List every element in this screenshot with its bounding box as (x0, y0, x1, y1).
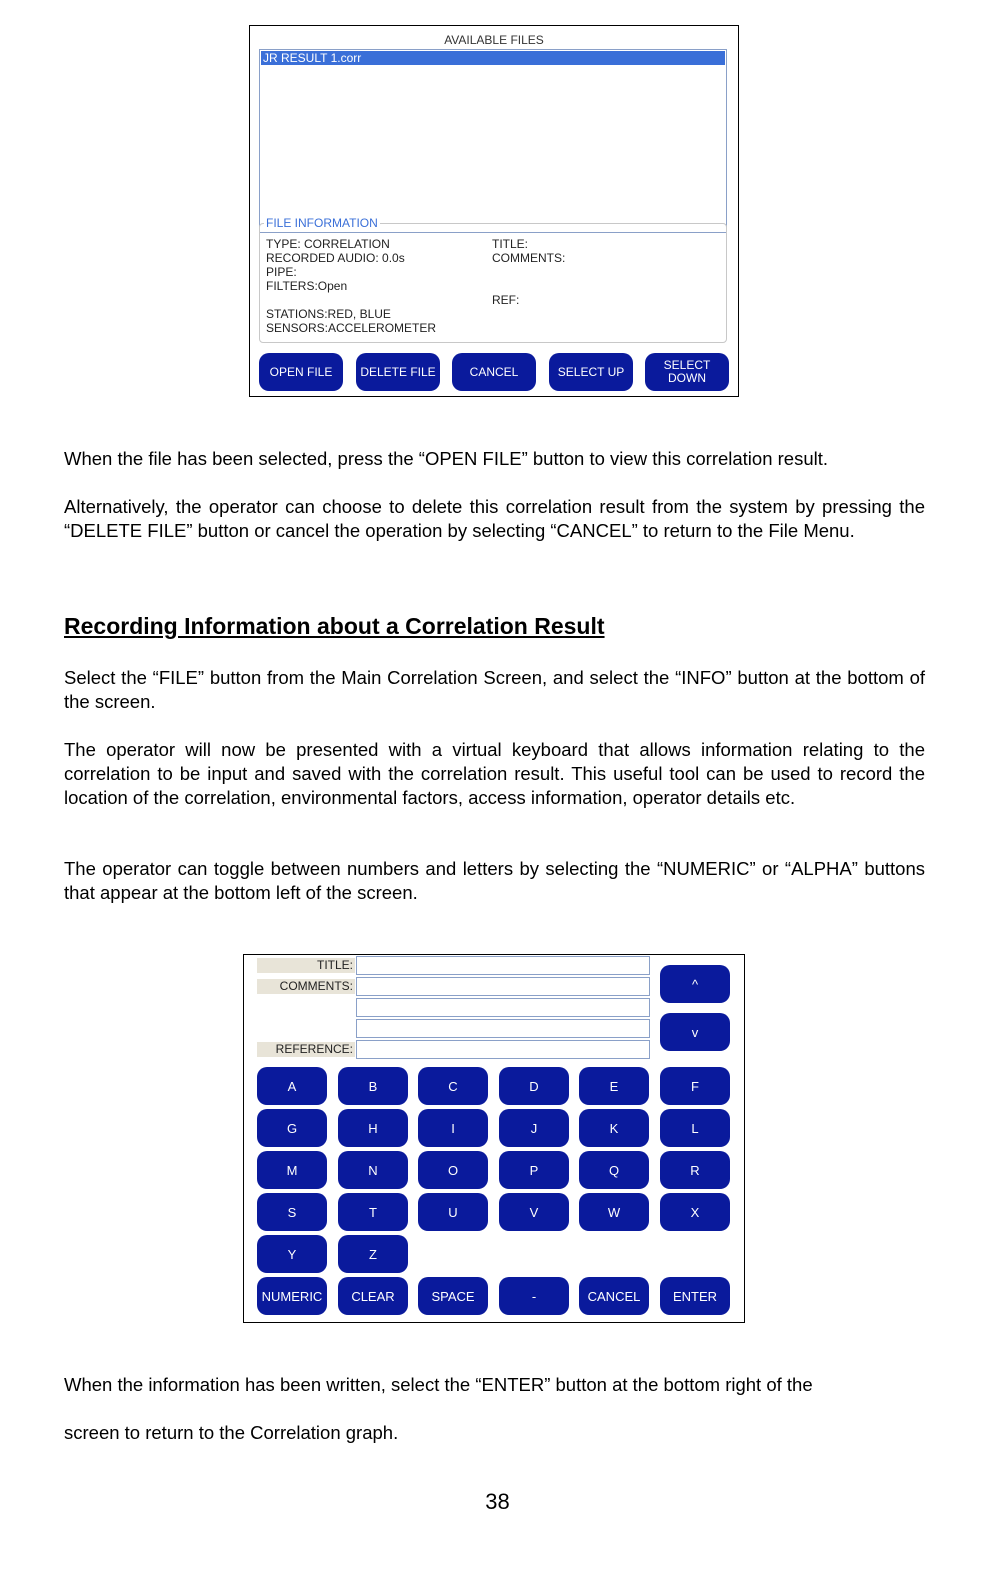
info-title: TITLE: (492, 237, 529, 251)
key-v[interactable]: V (499, 1193, 569, 1231)
page-number: 38 (485, 1489, 510, 1514)
info-type: TYPE: CORRELATION (266, 237, 390, 251)
info-filters: FILTERS:Open (266, 279, 348, 293)
comments-field-line-3[interactable] (356, 1019, 650, 1038)
paragraph-select-file: Select the “FILE” button from the Main Correlation Screen, and select the “INFO” button at the bottom of the screen. (64, 667, 925, 712)
select-up-button[interactable]: SELECT UP (549, 353, 633, 391)
info-pipe: PIPE: (266, 265, 297, 279)
paragraph-open-file: When the file has been selected, press the “OPEN FILE” button to view this correlation result. (64, 448, 829, 469)
key-l[interactable]: L (660, 1109, 730, 1147)
key-s[interactable]: S (257, 1193, 327, 1231)
reference-label: REFERENCE: (257, 1042, 355, 1057)
key-d[interactable]: D (499, 1067, 569, 1105)
section-heading: Recording Information about a Correlation Result (64, 613, 605, 639)
space-button[interactable]: SPACE (418, 1277, 488, 1315)
open-file-button[interactable]: OPEN FILE (259, 353, 343, 391)
key-w[interactable]: W (579, 1193, 649, 1231)
dash-button[interactable]: - (499, 1277, 569, 1315)
key-b[interactable]: B (338, 1067, 408, 1105)
key-k[interactable]: K (579, 1109, 649, 1147)
keyboard-screenshot (243, 954, 745, 1323)
scroll-up-button[interactable]: ^ (660, 965, 730, 1003)
key-n[interactable]: N (338, 1151, 408, 1189)
key-g[interactable]: G (257, 1109, 327, 1147)
paragraph-toggle: The operator can toggle between numbers and letters by selecting the “NUMERIC” or “ALPHA” buttons that appear at the bottom left of the screen. (64, 858, 925, 903)
clear-button[interactable]: CLEAR (338, 1277, 408, 1315)
comments-field-line-1[interactable] (356, 977, 650, 996)
paragraph-enter-line-2: screen to return to the Correlation graph. (64, 1422, 399, 1443)
available-files-title: AVAILABLE FILES (444, 33, 544, 47)
key-p[interactable]: P (499, 1151, 569, 1189)
info-sensors: SENSORS:ACCELEROMETER (266, 321, 437, 335)
numeric-button[interactable]: NUMERIC (257, 1277, 327, 1315)
scroll-down-button[interactable]: v (660, 1013, 730, 1051)
list-item[interactable]: JR RESULT 1.corr (261, 51, 725, 65)
keyboard-cancel-button[interactable]: CANCEL (579, 1277, 649, 1315)
title-label: TITLE: (257, 958, 355, 973)
file-information-legend: FILE INFORMATION (266, 216, 378, 230)
key-c[interactable]: C (418, 1067, 488, 1105)
comments-label: COMMENTS: (257, 979, 355, 994)
info-stations: STATIONS:RED, BLUE (266, 307, 391, 321)
key-a[interactable]: A (257, 1067, 327, 1105)
paragraph-virtual-keyboard: The operator will now be presented with a virtual keyboard that allows information relating to the correlation to be input and saved with the correlation result. This useful tool can be used to record the location of the correlation, environmental factors, access information, operator details etc. (64, 739, 925, 808)
key-t[interactable]: T (338, 1193, 408, 1231)
key-j[interactable]: J (499, 1109, 569, 1147)
file-browser-screenshot (249, 25, 739, 397)
paragraph-alternatively: Alternatively, the operator can choose to delete this correlation result from the system by pressing the “DELETE FILE” button or cancel the operation by selecting “CANCEL” to return to the File Menu. (64, 496, 925, 541)
info-comments: COMMENTS: (492, 251, 566, 265)
paragraph-enter-line-1: When the information has been written, select the “ENTER” button at the bottom right of the (64, 1374, 813, 1395)
key-e[interactable]: E (579, 1067, 649, 1105)
key-x[interactable]: X (660, 1193, 730, 1231)
delete-file-button[interactable]: DELETE FILE (356, 353, 440, 391)
key-i[interactable]: I (418, 1109, 488, 1147)
key-q[interactable]: Q (579, 1151, 649, 1189)
comments-field-line-2[interactable] (356, 998, 650, 1017)
key-m[interactable]: M (257, 1151, 327, 1189)
select-down-button[interactable]: SELECT DOWN (645, 353, 729, 391)
key-o[interactable]: O (418, 1151, 488, 1189)
title-field[interactable] (356, 956, 650, 975)
key-r[interactable]: R (660, 1151, 730, 1189)
key-f[interactable]: F (660, 1067, 730, 1105)
info-recorded-audio: RECORDED AUDIO: 0.0s (266, 251, 405, 265)
enter-button[interactable]: ENTER (660, 1277, 730, 1315)
key-z[interactable]: Z (338, 1235, 408, 1273)
files-list[interactable] (259, 49, 727, 233)
key-u[interactable]: U (418, 1193, 488, 1231)
file-information-panel (259, 216, 727, 343)
info-ref: REF: (492, 293, 520, 307)
cancel-button[interactable]: CANCEL (452, 353, 536, 391)
reference-field[interactable] (356, 1040, 650, 1059)
key-h[interactable]: H (338, 1109, 408, 1147)
key-y[interactable]: Y (257, 1235, 327, 1273)
